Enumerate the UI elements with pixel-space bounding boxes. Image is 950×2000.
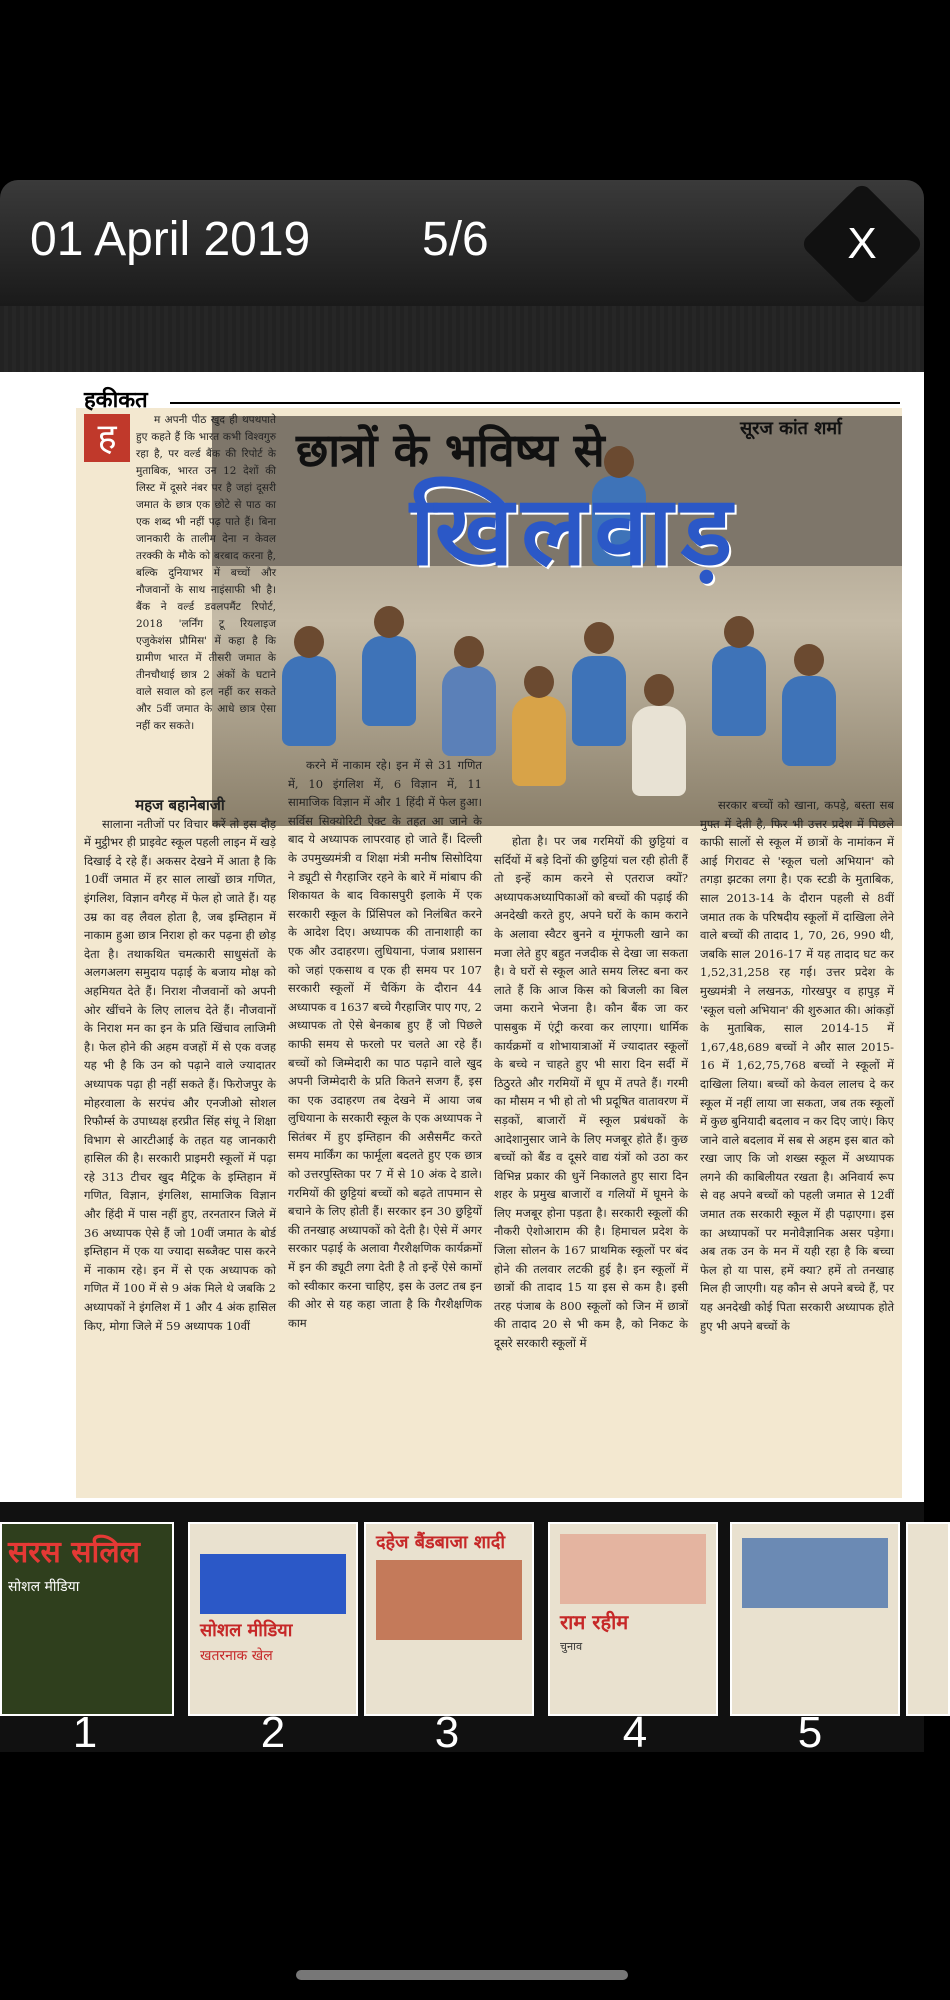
subhead: महज बहानेबाजी [135,796,225,814]
thumb-number-3: 3 [434,1708,460,1757]
column-3 [494,832,688,1498]
thumb-1-line: सोशल मीडिया [8,1579,80,1595]
section-rule [170,402,900,404]
thumbnail-page-1[interactable] [0,1522,174,1716]
section-label: हकीकत [84,387,148,413]
thumb-1-title: सरस सलिल [8,1535,141,1570]
thumb-4-line: चुनाव [560,1640,583,1653]
header-strip [0,306,924,372]
column-4 [700,796,894,1498]
thumb-number-5: 5 [797,1708,823,1757]
thumbnail-page-4[interactable] [548,1522,718,1716]
thumbnail-page-2[interactable] [188,1522,358,1716]
col3-body: होता है। पर जब गरमियों की छुट्टियां व सर्दियों में बड़े दिनों की छुट्टियां चल रही होती हैं तो इन्हें काम करने से एतराज क्यों? अध्यापकअध्यापिकाओं को बच्चों की पढ़ाई की अनदेखी करते हुए, अपने घरों के काम कराने के अलावा स्वैटर बुनने व मूंगफली खाने का मजा लेते हुए बहुत नजदीक से देखा जा सकता है। वे घरों से स्कूल आते समय लिस्ट बना कर लाते हैं कि आज किस को बिजली का बिल जमा कराने भेजना है। कौन बैंक जा कर पासबुक में एंट्री करवा कर लाएगा। धार्मिक कार्यक्रमों व शोभायात्राओं में ज्यादातर स्कूलों के बच्चे न चाहते हुए भी सारा दिन सर्दी में ठिठुरते और गरमियों में धूप में तपते हैं। गरमी का मौसम न भी हो तो भी प्रदूषित वातावरण में सड़कों, बाजारों में स्कूल प्रबंधकों के आदेशानुसार जाने के लिए मजबूर होते हैं। कुछ बच्चों को बैंड व दूसरे वाद्य यंत्रों को उठा कर विभिन्न प्रकार की धुनें निकालते हुए सारा दिन शहर के प्रमुख बाजारों व गलियों में घूमने के लिए मजबूर होना पड़ता है। सरकारी स्कूलों की नौकरी ऐशोआराम की है। हिमाचल प्रदेश के जिला सोलन के 167 प्राथमिक स्कूलों पर बंद होने की तलवार लटकी हुई है। इन स्कूलों में छात्रों की तादाद 15 या इस से कम है। इसी तरह पंजाब के 800 स्कूलों को जिन में छात्रों की तादाद 20 से भी कम है, को निकट के दूसरे सरकारी स्कूलों में [494,834,688,1351]
col2-body: करने में नाकाम रहे। इन में से 31 गणित में, 10 इंगलिश में, 6 विज्ञान में, 11 सामाजिक विज्ञान में और 1 हिंदी में फेल हुआ। सर्विस सिक्योरिटी ऐक्ट के तहत आ जाने के बाद ये अध्यापक लापरवाह हो जाते हैं। दिल्ली के उपमुख्यमंत्री व शिक्षा मंत्री मनीष सिसोदिया ने ड्यूटी से गैरहाजिर रहने के बारे में मांबाप की शिकायत के बाद विकासपुरी इलाके में एक सरकारी स्कूल के प्रिंसिपल को निलंबित करने के आदेश दिए। अध्यापक की तानाशाही का एक और उदाहरण। लुधियाना, पंजाब प्रशासन को जहां एकसाथ व एक ही समय पर 107 सरकारी स्कूलों में चैकिंग के दौरान 44 अध्यापक व 1637 बच्चे गैरहाजिर पाए गए, 2 अध्यापक तो ऐसे बेनकाब हुए हैं जो पिछले काफी समय से फरलो पर चलते आ रहे हैं। बच्चों को जिम्मेदारी का पाठ पढ़ाने वाले खुद अपनी जिम्मेदारी के प्रति कितने सजग हैं, इस का एक उदाहरण तब देखने में आया जब लुधियाना के सरकारी स्कूल के एक अध्यापक ने सितंबर में हुए इम्तिहान की असैसमैंट करते समय मार्किंग का फार्मूला बदलते हुए एक छात्र को उत्तरपुस्तिका पर 7 में से 10 अंक दे डाले। गरमियों की छुट्टियां बच्चों को बढ़ते तापमान से बचाने के लिए होती हैं। सरकार इन 30 छुट्टियों की तनखाह अध्यापकों को देती है। ऐसे में अगर सरकार पढ़ाई के अलावा गैरशैक्षणिक कार्यक्रमों में इन की ड्यूटी लगा देती है तो इन्हें ऐसे कामों को स्वीकार करना चाहिए, इस के उलट तब इन की ओर से यह कहा जाता है कि गैरशैक्षणिक काम [288,758,482,1330]
headline-line1: छात्रों के भविष्य से [296,423,605,477]
thumbnail-page-5[interactable] [730,1522,900,1716]
thumbnail-page-3[interactable] [364,1522,534,1716]
thumb-number-1: 1 [72,1708,98,1757]
magazine-page[interactable] [0,372,924,1502]
thumb-2-line: खतरनाक खेल [200,1648,273,1664]
col4-body: सरकार बच्चों को खाना, कपड़े, बस्ता सब मुफ्त में देती है, फिर भी उत्तर प्रदेश में पिछले काफी सालों से स्कूल में छात्रों के नामांकन में आई गिरावट से 'स्कूल चलो अभियान' को तगड़ा झटका लगा है। एक स्टडी के मुताबिक, साल 2013-14 के दौरान पहली से 8वीं जमात तक के परिषदीय स्कूलों में दाखिला लेने वाले बच्चों की तादाद 1, 70, 26, 990 थी, जबकि साल 2016-17 में यह तादाद घट कर 1,52,31,258 रह गई। उत्तर प्रदेश के मुख्यमंत्री ने लखनऊ, गोरखपुर व हापुड़ में 'स्कूल चलो अभियान' की शुरुआत की। आंकड़ों के मुताबिक, साल 2014-15 में 1,67,48,689 बच्चों ने और साल 2015-16 में 1,62,75,768 बच्चों ने स्कूलों में दाखिला लिया। बच्चों को केवल लालच दे कर स्कूल में नहीं लाया जा सकता, जब तक स्कूलों में कुछ बुनियादी बदलाव न कर दिए जाएं। किए जाने वाले बदलाव में सब से अहम इस बात को रखा जाए कि जो शख्स स्कूल में अध्यापक लगने की काबिलीयत रखता है। अनिवार्य रूप से वह अपने बच्चों को पहली जमात से 12वीं जमात तक सरकारी स्कूल में ही पढ़ाएगा। इस का अध्यापकों पर मनोवैज्ञानिक असर पड़ेगा। अब तक उन के मन में यही रहा है कि बच्चा फेल हो या पास, हमें क्या? हमें तो तनखाह मिल ही जाएगी। यह कौन से अपने बच्चे हैं, पर यह अनदेखी कोई पिता सरकारी अध्यापक होते हुए भी अपने बच्चों के [700,798,895,1333]
column-1-top [136,412,276,732]
close-button[interactable]: X [847,219,877,268]
thumb-3-title: दहेज बैंडबाजा शादी [376,1532,505,1553]
thumb-number-4: 4 [622,1708,648,1757]
headline-line2: खिलवाड़ [410,474,741,587]
viewer-header [0,180,924,306]
home-indicator[interactable] [296,1970,628,1980]
col1-intro: म अपनी पीठ खुद ही थपथपाते हुए कहते हैं कि भारत कभी विश्वगुरु रहा है, पर वर्ल्ड बैंक की रिपोर्ट के मुताबिक, भारत उन 12 देशों की लिस्ट में दूसरे नंबर पर है जहां दूसरी जमात के छात्र एक छोटे से पाठ का एक शब्द भी नहीं पढ़ पाते हैं। बिना जानकारी के तालीम देना न केवल तरक्की के मौके को बरबाद करना है, बल्कि दुनियाभर में बच्चों और नौजवानों के साथ नाइंसाफी भी है। बैंक ने वर्ल्ड डवलपमैंट रिपोर्ट, 2018 'लर्निंग टू रियलाइज एजुकेशंस प्रौमिस' में कहा है कि ग्रामीण भारत में तीसरी जमात के तीनचौथाई छात्र 2 अंकों के घटाने वाले सवाल को हल नहीं कर सकते और 5वीं जमात के आधे छात्र ऐसा नहीं कर सकते। [136,414,276,732]
column-1 [84,544,276,1498]
thumb-2-title: सोशल मीडिया [200,1620,293,1641]
column-2 [288,756,482,1498]
drop-cap: ह [84,414,130,462]
thumb-number-2: 2 [260,1708,286,1757]
author-byline: सूरज कांत शर्मा [740,418,842,439]
issue-date: 01 April 2019 [30,213,311,266]
col1-body: सालाना नतीजों पर विचार करें तो इस दौड़ में मुट्ठीभर ही प्राइवेट स्कूल पहली लाइन में खड़े दिखाई दे रहे हैं। अकसर देखने में आता है कि 10वीं जमात में हर साल लाखों छात्र गणित, इंगलिश, विज्ञान वगैरह में फेल हो जाते हैं। यह उम्र का वह लैवल होता है, जब इम्तिहान में नाकाम हुआ छात्र निराश हो कर पढ़ना ही छोड़ देता है। तथाकथित चमत्कारी साधुसंतों के अलगअलग समुदाय पढ़ाई के बजाय मोक्ष को अहमियत देते हैं। निराश नौजवानों को अपनी ओर खींचने के लिए लालच देते हैं। नौजवानों के निराश मन का इन के प्रति खिंचाव लाजिमी है। फेल होने की अहम वजहों में से एक वजह यह भी है कि उन को पढ़ाने वाले ज्यादातर अध्यापक पढ़ा ही नहीं सकते हैं। फिरोजपुर के मोहरवाला के सरपंच और एनजीओ सोशल रिफौर्म्स के उपाध्यक्ष हरप्रीत सिंह संधू ने शिक्षा विभाग से आरटीआई के तहत यह जानकारी हासिल की है। सरकारी प्राइमरी स्कूलों में पढ़ा रहे 313 टीचर खुद मैट्रिक के इम्तिहान में गणित, विज्ञान, इंगलिश, सामाजिक विज्ञान और हिंदी में पास नहीं हुए, तरनतारन जिले में 36 अध्यापक ऐसे हैं जो 10वीं जमात के बोर्ड इम्तिहान में एक या ज्यादा सब्जैक्ट पास करने में नाकाम रहे। इन में से एक अध्यापक को गणित में 100 में से 9 अंक मिले थे जबकि 2 अध्यापकों ने इंगलिश में 1 और 4 अंक हासिल किए, मोगा जिले में 59 अध्यापक 10वीं [84,816,276,1333]
thumb-4-title: राम रहीम [560,1610,629,1634]
page-thumbnail-strip[interactable] [0,1502,924,1757]
thumbnail-page-6-partial[interactable] [906,1522,950,1716]
page-indicator: 5/6 [422,213,489,266]
